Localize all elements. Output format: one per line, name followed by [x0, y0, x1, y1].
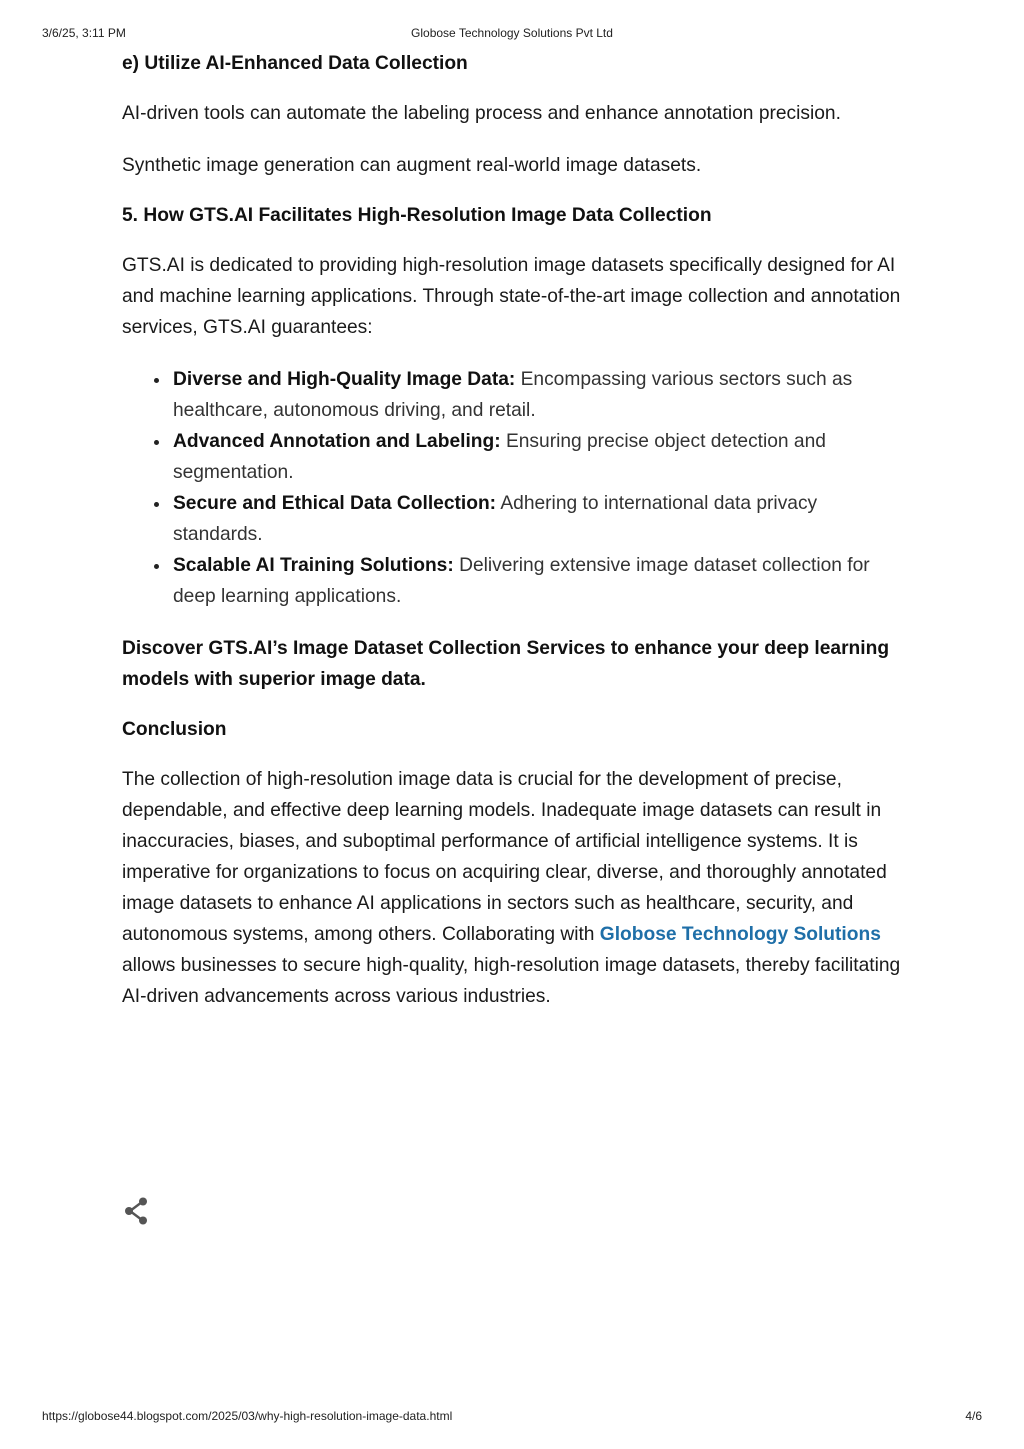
- list-item: [173, 550, 912, 612]
- print-footer: [42, 1409, 982, 1425]
- section-e-heading: e) Utilize AI-Enhanced Data Collection: [122, 53, 468, 74]
- conclusion-heading: Conclusion: [122, 719, 227, 740]
- conclusion-paragraph: [122, 764, 912, 1012]
- print-site-title: Globose Technology Solutions Pvt Ltd: [411, 26, 613, 40]
- call-to-action: Discover GTS.AI’s Image Dataset Collection Services to enhance your deep learning models with superior image data.: [122, 638, 890, 690]
- list-item: [173, 488, 912, 550]
- list-item-text: Adhering to international data privacy standards.: [173, 493, 818, 545]
- print-page-number: 4/6: [965, 1409, 982, 1423]
- globose-link[interactable]: Globose Technology Solutions: [599, 924, 881, 945]
- list-item-text: Ensuring precise object detection and segmentation.: [173, 431, 826, 483]
- conclusion-text-end: allows businesses to secure high-quality, high-resolution image datasets, thereby facilitating AI-driven advancements across various industries.: [122, 955, 901, 1007]
- list-item-title: Advanced Annotation and Labeling:: [173, 431, 501, 452]
- share-icon[interactable]: [122, 1196, 152, 1226]
- section-e-paragraph-2: Synthetic image generation can augment real-world image datasets.: [122, 155, 702, 176]
- list-item-text: Encompassing various sectors such as healthcare, autonomous driving, and retail.: [173, 369, 853, 421]
- print-datetime: 3/6/25, 3:11 PM: [42, 26, 126, 40]
- list-item-text: Delivering extensive image dataset collection for deep learning applications.: [173, 555, 870, 607]
- conclusion-text-start: The collection of high-resolution image data is crucial for the development of precise, dependable, and effective deep learning models. Inadequate image datasets can result in inaccuracies, biases, and suboptimal performance of artificial intelligence systems. It is imperative for organizations to focus on acquiring clear, diverse, and thoroughly annotated image datasets to enhance AI applications in sectors such as healthcare, security, and autonomous systems, among others. Collaborating with: [122, 769, 887, 945]
- list-item: [173, 364, 912, 426]
- list-item: [173, 426, 912, 488]
- section-e-paragraph-1: AI-driven tools can automate the labeling process and enhance annotation precision.: [122, 103, 841, 124]
- article-body: [122, 50, 912, 1033]
- list-item-title: Diverse and High-Quality Image Data:: [173, 369, 516, 390]
- section-5-heading: 5. How GTS.AI Facilitates High-Resolution Image Data Collection: [122, 205, 712, 226]
- list-item-title: Scalable AI Training Solutions:: [173, 555, 454, 576]
- guarantees-list: [122, 364, 912, 612]
- print-header: [42, 26, 982, 42]
- print-page-url: https://globose44.blogspot.com/2025/03/why-high-resolution-image-data.html: [42, 1409, 453, 1423]
- section-5-intro: GTS.AI is dedicated to providing high-resolution image datasets specifically designed for AI and machine learning applications. Through state-of-the-art image collection and annotation services, GTS.AI guarantees:: [122, 255, 901, 338]
- list-item-title: Secure and Ethical Data Collection:: [173, 493, 497, 514]
